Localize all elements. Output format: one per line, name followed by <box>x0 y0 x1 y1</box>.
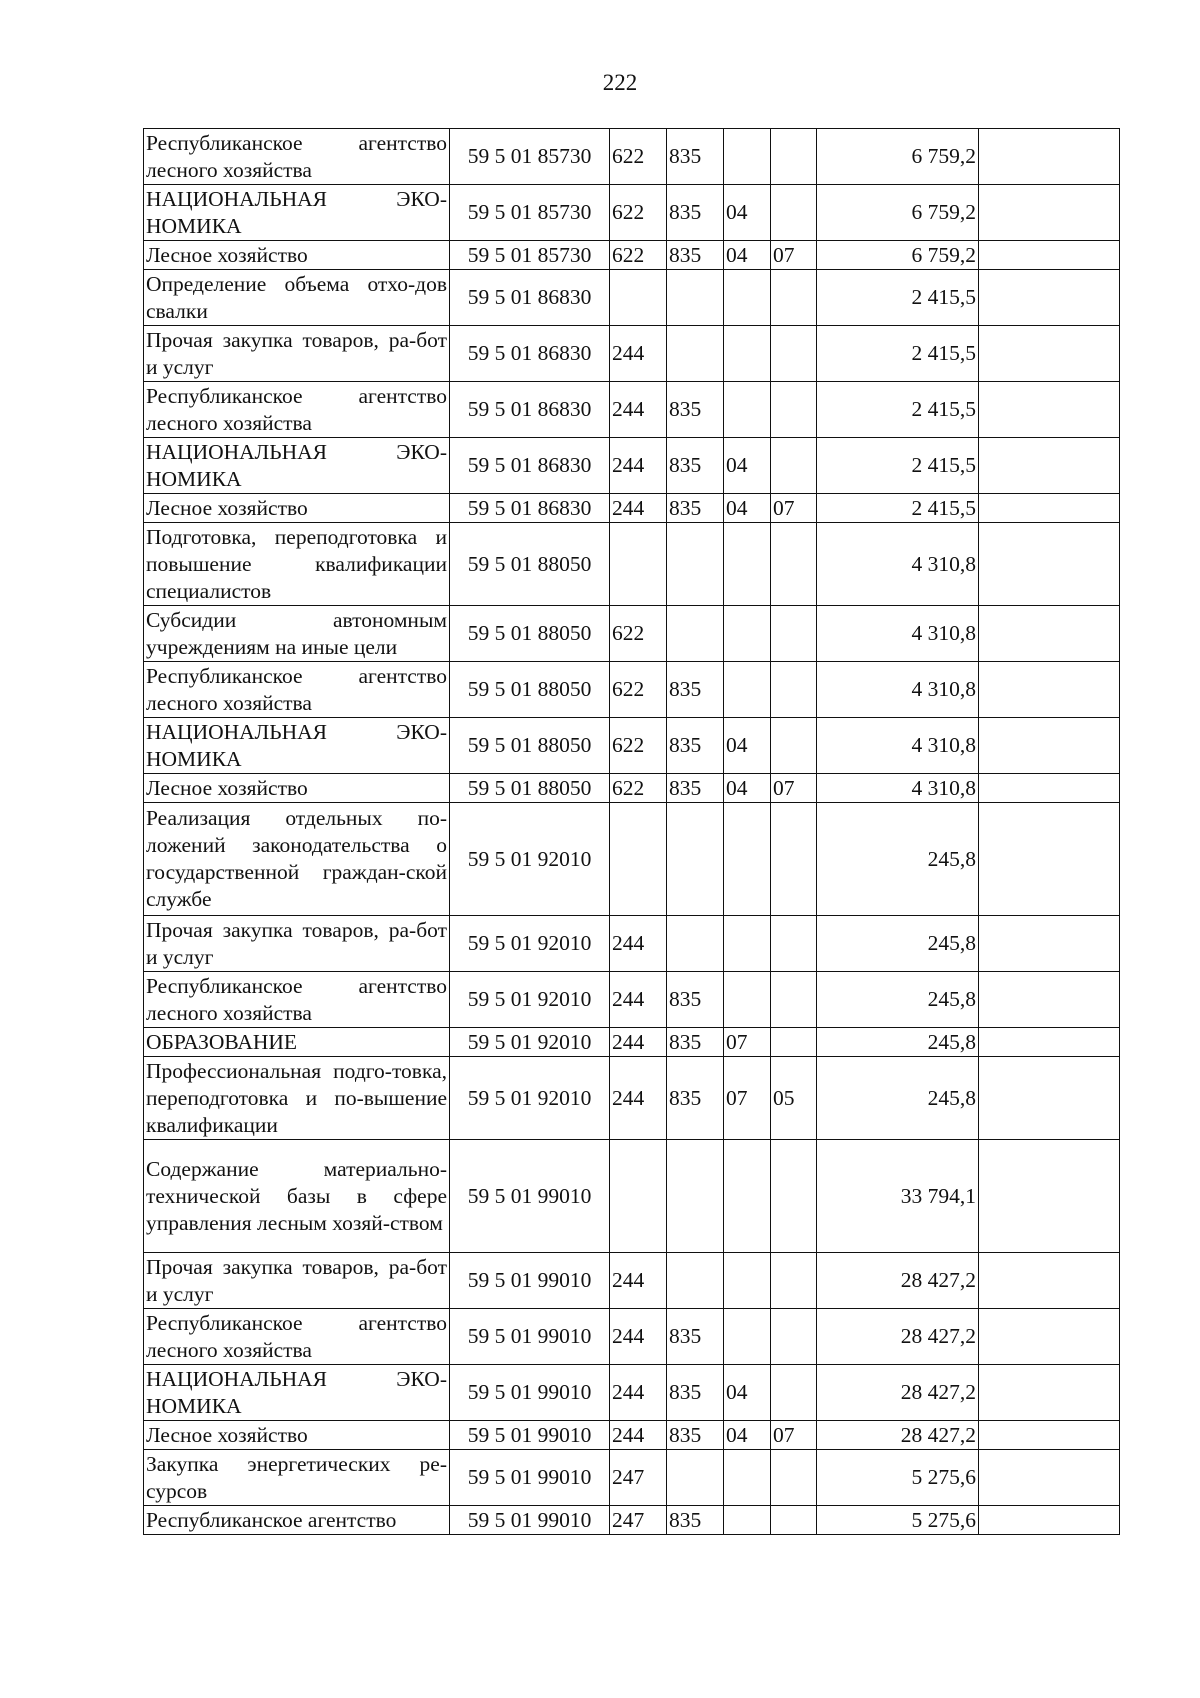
table-cell-expense-type: 244 <box>610 916 667 972</box>
table-cell-section <box>724 606 771 662</box>
table-cell-target-article: 59 5 01 86830 <box>450 494 610 523</box>
table-cell-target-article: 59 5 01 99010 <box>450 1309 610 1365</box>
table-cell-empty <box>979 241 1120 270</box>
table-cell-expense-type: 244 <box>610 494 667 523</box>
table-cell-section <box>724 1309 771 1365</box>
table-cell-main-administrator: 835 <box>667 494 724 523</box>
table-cell-empty <box>979 972 1120 1028</box>
table-cell-main-administrator: 835 <box>667 382 724 438</box>
table-cell-subsection: 07 <box>771 241 817 270</box>
table-cell-expense-type <box>610 803 667 916</box>
table-cell-main-administrator: 835 <box>667 1028 724 1057</box>
table-cell-amount: 28 427,2 <box>817 1309 979 1365</box>
table-cell-section <box>724 803 771 916</box>
table-cell-section: 04 <box>724 438 771 494</box>
table-cell-target-article: 59 5 01 85730 <box>450 241 610 270</box>
table-cell-section: 07 <box>724 1028 771 1057</box>
table-cell-empty <box>979 1057 1120 1140</box>
table-cell-subsection <box>771 326 817 382</box>
table-cell-subsection <box>771 803 817 916</box>
table-cell-amount: 245,8 <box>817 1057 979 1140</box>
table-cell-name: Реализация отдельных по-ложений законодательства о государственной граждан-ской службе <box>144 803 450 916</box>
table-cell-amount: 6 759,2 <box>817 241 979 270</box>
table-row <box>144 718 1120 774</box>
table-cell-name: Прочая закупка товаров, ра-бот и услуг <box>144 1253 450 1309</box>
table-cell-name: Подготовка, переподготовка и повышение квалификации специалистов <box>144 523 450 606</box>
table-row <box>144 382 1120 438</box>
table-row <box>144 1450 1120 1506</box>
table-cell-section: 04 <box>724 718 771 774</box>
table-cell-target-article: 59 5 01 88050 <box>450 718 610 774</box>
table-cell-main-administrator <box>667 1253 724 1309</box>
table-row <box>144 1309 1120 1365</box>
table-cell-section <box>724 916 771 972</box>
table-cell-main-administrator: 835 <box>667 774 724 803</box>
table-cell-amount: 245,8 <box>817 972 979 1028</box>
table-cell-empty <box>979 326 1120 382</box>
table-cell-empty <box>979 185 1120 241</box>
table-cell-expense-type: 244 <box>610 1028 667 1057</box>
table-cell-amount: 2 415,5 <box>817 270 979 326</box>
table-row <box>144 326 1120 382</box>
table-cell-section: 04 <box>724 241 771 270</box>
table-cell-target-article: 59 5 01 88050 <box>450 774 610 803</box>
table-row <box>144 1057 1120 1140</box>
table-cell-main-administrator: 835 <box>667 662 724 718</box>
table-cell-amount: 245,8 <box>817 916 979 972</box>
table-cell-section: 07 <box>724 1057 771 1140</box>
table-cell-amount: 4 310,8 <box>817 662 979 718</box>
table-row <box>144 1506 1120 1535</box>
table-cell-subsection: 07 <box>771 1421 817 1450</box>
table-cell-main-administrator: 835 <box>667 1365 724 1421</box>
table-cell-subsection <box>771 1309 817 1365</box>
table-row <box>144 129 1120 185</box>
table-cell-name: Содержание материально-технической базы в сфере управления лесным хозяй-ством <box>144 1140 450 1253</box>
table-cell-target-article: 59 5 01 86830 <box>450 326 610 382</box>
table-row <box>144 241 1120 270</box>
table-cell-expense-type <box>610 1140 667 1253</box>
table-cell-name: НАЦИОНАЛЬНАЯ ЭКО-НОМИКА <box>144 438 450 494</box>
table-cell-main-administrator: 835 <box>667 241 724 270</box>
table-cell-expense-type: 622 <box>610 129 667 185</box>
table-cell-name: Закупка энергетических ре-сурсов <box>144 1450 450 1506</box>
table-row <box>144 662 1120 718</box>
table-cell-expense-type: 622 <box>610 718 667 774</box>
table-cell-subsection <box>771 1140 817 1253</box>
table-cell-name: Лесное хозяйство <box>144 494 450 523</box>
table-row <box>144 803 1120 916</box>
table-cell-expense-type <box>610 270 667 326</box>
table-cell-main-administrator <box>667 270 724 326</box>
table-cell-subsection <box>771 1365 817 1421</box>
table-cell-main-administrator: 835 <box>667 1506 724 1535</box>
table-cell-section <box>724 129 771 185</box>
table-cell-empty <box>979 1140 1120 1253</box>
table-cell-target-article: 59 5 01 99010 <box>450 1450 610 1506</box>
table-cell-expense-type: 622 <box>610 774 667 803</box>
table-cell-empty <box>979 1253 1120 1309</box>
table-cell-empty <box>979 606 1120 662</box>
table-cell-amount: 2 415,5 <box>817 494 979 523</box>
table-cell-target-article: 59 5 01 88050 <box>450 523 610 606</box>
table-cell-subsection: 05 <box>771 1057 817 1140</box>
table-row <box>144 523 1120 606</box>
table-cell-name: НАЦИОНАЛЬНАЯ ЭКО-НОМИКА <box>144 1365 450 1421</box>
table-cell-empty <box>979 1365 1120 1421</box>
table-cell-amount: 6 759,2 <box>817 129 979 185</box>
table-cell-main-administrator <box>667 803 724 916</box>
table-cell-amount: 4 310,8 <box>817 606 979 662</box>
table-cell-section <box>724 382 771 438</box>
table-cell-expense-type: 622 <box>610 185 667 241</box>
table-row <box>144 185 1120 241</box>
table-row <box>144 438 1120 494</box>
page-number: 222 <box>602 70 638 95</box>
table-cell-target-article: 59 5 01 85730 <box>450 129 610 185</box>
table-cell-expense-type: 244 <box>610 1365 667 1421</box>
table-cell-target-article: 59 5 01 86830 <box>450 438 610 494</box>
table-cell-section: 04 <box>724 774 771 803</box>
table-cell-name: Республиканское агентство <box>144 1506 450 1535</box>
table-cell-empty <box>979 129 1120 185</box>
table-body <box>144 129 1120 1535</box>
table-cell-target-article: 59 5 01 99010 <box>450 1365 610 1421</box>
table-cell-name: Республиканское агентство лесного хозяйства <box>144 129 450 185</box>
table-cell-target-article: 59 5 01 92010 <box>450 972 610 1028</box>
table-cell-empty <box>979 1421 1120 1450</box>
table-cell-main-administrator <box>667 606 724 662</box>
table-cell-section: 04 <box>724 185 771 241</box>
table-cell-target-article: 59 5 01 88050 <box>450 662 610 718</box>
table-cell-main-administrator: 835 <box>667 129 724 185</box>
table-cell-amount: 4 310,8 <box>817 523 979 606</box>
table-cell-name: НАЦИОНАЛЬНАЯ ЭКО-НОМИКА <box>144 718 450 774</box>
table-cell-empty <box>979 662 1120 718</box>
table-cell-main-administrator <box>667 1450 724 1506</box>
table-cell-empty <box>979 1309 1120 1365</box>
table-row <box>144 1028 1120 1057</box>
table-cell-empty <box>979 774 1120 803</box>
table-cell-amount: 28 427,2 <box>817 1421 979 1450</box>
table-cell-empty <box>979 382 1120 438</box>
table-cell-empty <box>979 523 1120 606</box>
table-cell-subsection <box>771 662 817 718</box>
table-cell-expense-type: 244 <box>610 382 667 438</box>
table-cell-expense-type: 244 <box>610 326 667 382</box>
table-cell-name: Лесное хозяйство <box>144 1421 450 1450</box>
table-cell-target-article: 59 5 01 85730 <box>450 185 610 241</box>
table-cell-main-administrator: 835 <box>667 718 724 774</box>
table-cell-name: Республиканское агентство лесного хозяйства <box>144 382 450 438</box>
table-cell-amount: 6 759,2 <box>817 185 979 241</box>
table-cell-expense-type: 247 <box>610 1450 667 1506</box>
table-cell-section <box>724 326 771 382</box>
table-cell-subsection <box>771 523 817 606</box>
table-cell-subsection: 07 <box>771 774 817 803</box>
table-cell-subsection <box>771 1450 817 1506</box>
table-cell-empty <box>979 1506 1120 1535</box>
table-row <box>144 774 1120 803</box>
table-cell-target-article: 59 5 01 92010 <box>450 1057 610 1140</box>
table-cell-section: 04 <box>724 1365 771 1421</box>
table-cell-subsection <box>771 382 817 438</box>
table-cell-name: Республиканское агентство лесного хозяйства <box>144 662 450 718</box>
table-cell-section <box>724 972 771 1028</box>
table-cell-expense-type: 244 <box>610 438 667 494</box>
table-cell-main-administrator <box>667 326 724 382</box>
table-cell-main-administrator: 835 <box>667 1057 724 1140</box>
table-cell-amount: 28 427,2 <box>817 1253 979 1309</box>
table-cell-amount: 2 415,5 <box>817 438 979 494</box>
table-row <box>144 972 1120 1028</box>
table-cell-amount: 33 794,1 <box>817 1140 979 1253</box>
table-cell-expense-type: 244 <box>610 1057 667 1140</box>
table-cell-amount: 2 415,5 <box>817 326 979 382</box>
table-cell-subsection <box>771 1506 817 1535</box>
table-row <box>144 606 1120 662</box>
table-cell-empty <box>979 1450 1120 1506</box>
table-cell-subsection: 07 <box>771 494 817 523</box>
table-row <box>144 270 1120 326</box>
table-cell-name: Прочая закупка товаров, ра-бот и услуг <box>144 326 450 382</box>
table-cell-empty <box>979 270 1120 326</box>
table-cell-expense-type: 244 <box>610 972 667 1028</box>
table-cell-target-article: 59 5 01 99010 <box>450 1421 610 1450</box>
table-cell-target-article: 59 5 01 92010 <box>450 803 610 916</box>
table-cell-main-administrator <box>667 1140 724 1253</box>
table-cell-subsection <box>771 1253 817 1309</box>
table-cell-target-article: 59 5 01 86830 <box>450 270 610 326</box>
table-cell-expense-type: 247 <box>610 1506 667 1535</box>
table-cell-subsection <box>771 972 817 1028</box>
table-cell-target-article: 59 5 01 88050 <box>450 606 610 662</box>
table-cell-expense-type: 622 <box>610 606 667 662</box>
table-cell-name: Лесное хозяйство <box>144 774 450 803</box>
table-cell-subsection <box>771 270 817 326</box>
table-cell-section <box>724 523 771 606</box>
table-cell-subsection <box>771 1028 817 1057</box>
table-cell-subsection <box>771 718 817 774</box>
table-cell-subsection <box>771 916 817 972</box>
table-cell-amount: 5 275,6 <box>817 1450 979 1506</box>
table-cell-section <box>724 1450 771 1506</box>
table-cell-amount: 28 427,2 <box>817 1365 979 1421</box>
table-cell-subsection <box>771 129 817 185</box>
table-cell-main-administrator: 835 <box>667 438 724 494</box>
table-cell-target-article: 59 5 01 92010 <box>450 1028 610 1057</box>
table-cell-section <box>724 662 771 718</box>
table-cell-amount: 4 310,8 <box>817 718 979 774</box>
table-row <box>144 1365 1120 1421</box>
table-cell-subsection <box>771 606 817 662</box>
table-cell-name: ОБРАЗОВАНИЕ <box>144 1028 450 1057</box>
table-cell-name: Республиканское агентство лесного хозяйства <box>144 972 450 1028</box>
table-cell-amount: 245,8 <box>817 1028 979 1057</box>
table-cell-expense-type: 622 <box>610 662 667 718</box>
table-cell-subsection <box>771 185 817 241</box>
table-cell-section: 04 <box>724 494 771 523</box>
table-cell-main-administrator: 835 <box>667 185 724 241</box>
table-cell-expense-type <box>610 523 667 606</box>
table-cell-name: Профессиональная подго-товка, переподготовка и по-вышение квалификации <box>144 1057 450 1140</box>
table-cell-main-administrator <box>667 916 724 972</box>
table-cell-empty <box>979 1028 1120 1057</box>
table-cell-expense-type: 244 <box>610 1421 667 1450</box>
table-row <box>144 916 1120 972</box>
table-cell-main-administrator <box>667 523 724 606</box>
table-cell-amount: 2 415,5 <box>817 382 979 438</box>
table-cell-section <box>724 1253 771 1309</box>
table-cell-expense-type: 244 <box>610 1309 667 1365</box>
table-row <box>144 1421 1120 1450</box>
table-cell-target-article: 59 5 01 99010 <box>450 1140 610 1253</box>
table-cell-empty <box>979 438 1120 494</box>
table-cell-expense-type: 622 <box>610 241 667 270</box>
table-cell-name: НАЦИОНАЛЬНАЯ ЭКО-НОМИКА <box>144 185 450 241</box>
table-cell-empty <box>979 494 1120 523</box>
table-cell-target-article: 59 5 01 92010 <box>450 916 610 972</box>
table-cell-section <box>724 270 771 326</box>
table-cell-target-article: 59 5 01 99010 <box>450 1253 610 1309</box>
table-row <box>144 1253 1120 1309</box>
table-cell-empty <box>979 718 1120 774</box>
table-cell-target-article: 59 5 01 86830 <box>450 382 610 438</box>
budget-table <box>143 128 1120 1535</box>
table-cell-name: Субсидии автономным учреждениям на иные цели <box>144 606 450 662</box>
table-cell-main-administrator: 835 <box>667 1309 724 1365</box>
table-cell-main-administrator: 835 <box>667 972 724 1028</box>
table-cell-amount: 4 310,8 <box>817 774 979 803</box>
table-cell-section: 04 <box>724 1421 771 1450</box>
table-cell-target-article: 59 5 01 99010 <box>450 1506 610 1535</box>
table-cell-expense-type: 244 <box>610 1253 667 1309</box>
table-cell-name: Прочая закупка товаров, ра-бот и услуг <box>144 916 450 972</box>
table-cell-main-administrator: 835 <box>667 1421 724 1450</box>
table-row <box>144 1140 1120 1253</box>
table-cell-section <box>724 1506 771 1535</box>
table-row <box>144 494 1120 523</box>
table-cell-empty <box>979 803 1120 916</box>
table-cell-name: Республиканское агентство лесного хозяйства <box>144 1309 450 1365</box>
table-cell-name: Определение объема отхо-дов свалки <box>144 270 450 326</box>
table-cell-amount: 245,8 <box>817 803 979 916</box>
table-cell-amount: 5 275,6 <box>817 1506 979 1535</box>
table-cell-subsection <box>771 438 817 494</box>
table-cell-name: Лесное хозяйство <box>144 241 450 270</box>
table-cell-section <box>724 1140 771 1253</box>
table-cell-empty <box>979 916 1120 972</box>
